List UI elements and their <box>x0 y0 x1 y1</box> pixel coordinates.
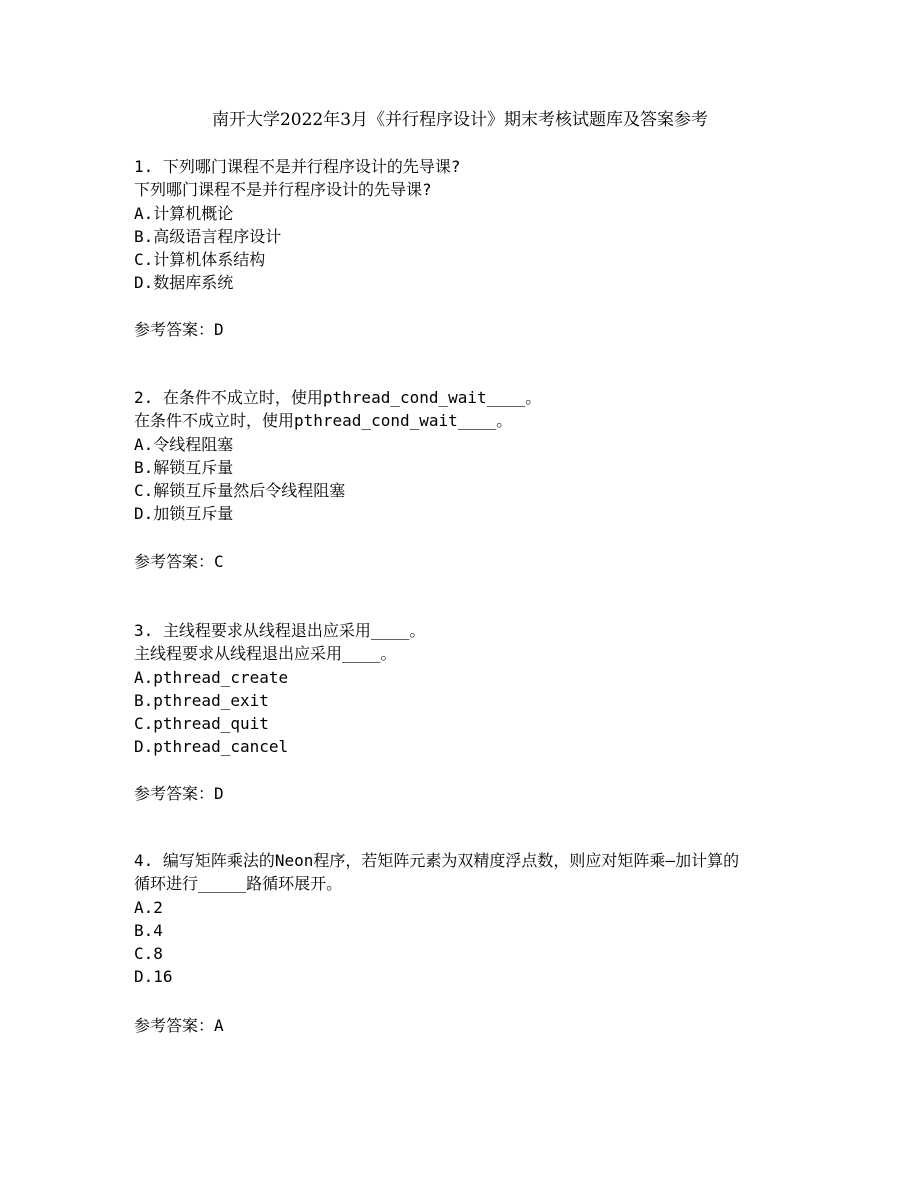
document-title: 南开大学2022年3月《并行程序设计》期末考核试题库及答案参考 <box>211 110 709 130</box>
question-1 <box>134 155 774 339</box>
option-a: A.pthread_create <box>134 667 289 687</box>
option-d: D.数据库系统 <box>134 273 234 293</box>
question-3 <box>134 619 774 803</box>
option-d: D.pthread_cancel <box>134 737 289 757</box>
reference-answer: 参考答案：C <box>134 552 224 571</box>
question-stem: 下列哪门课程不是并行程序设计的先导课? <box>134 180 432 200</box>
option-c: C.解锁互斥量然后令线程阻塞 <box>134 481 346 501</box>
reference-answer: 参考答案：D <box>134 320 224 339</box>
question-heading: 4. 编写矩阵乘法的Neon程序，若矩阵元素为双精度浮点数，则应对矩阵乘—加计算的循环进行_____路循环展开。 <box>134 851 740 894</box>
option-c: C.pthread_quit <box>134 714 269 734</box>
option-d: D.16 <box>134 967 173 987</box>
question-stem: 在条件不成立时，使用pthread_cond_wait____。 <box>134 411 513 431</box>
question-heading: 1. 下列哪门课程不是并行程序设计的先导课? <box>134 157 461 176</box>
question-heading: 2. 在条件不成立时，使用pthread_cond_wait____。 <box>134 388 542 407</box>
option-c: C.计算机体系结构 <box>134 250 266 270</box>
option-a: A.计算机概论 <box>134 203 234 223</box>
option-a: A.令线程阻塞 <box>134 434 234 454</box>
question-4 <box>134 849 774 1035</box>
option-b: B.4 <box>134 920 163 940</box>
option-b: B.pthread_exit <box>134 690 269 710</box>
option-a: A.2 <box>134 897 163 917</box>
option-d: D.加锁互斥量 <box>134 504 234 524</box>
question-2 <box>134 386 774 571</box>
option-b: B.高级语言程序设计 <box>134 226 282 246</box>
option-c: C.8 <box>134 944 163 964</box>
reference-answer: 参考答案：A <box>134 1016 224 1035</box>
question-stem: 主线程要求从线程退出应采用____。 <box>134 644 397 664</box>
question-heading: 3. 主线程要求从线程退出应采用____。 <box>134 621 426 640</box>
option-b: B.解锁互斥量 <box>134 457 234 477</box>
reference-answer: 参考答案：D <box>134 784 224 803</box>
